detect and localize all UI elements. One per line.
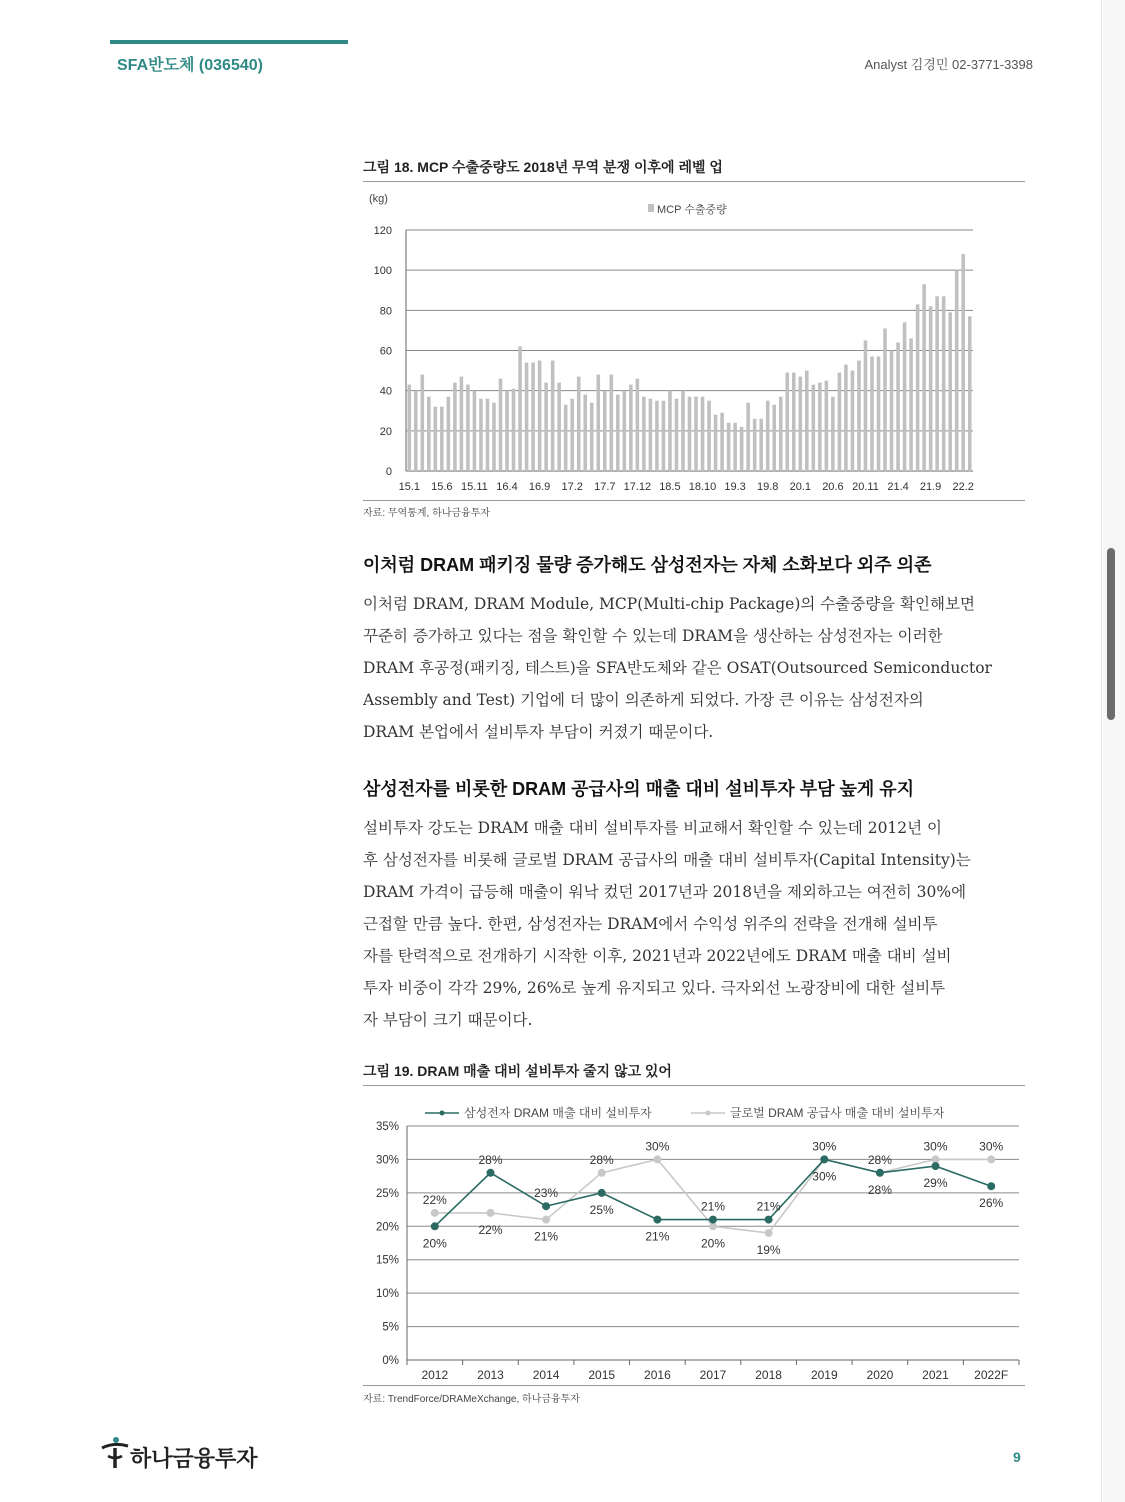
samsung-data-label: 21%: [756, 1199, 781, 1214]
global-point: [987, 1155, 995, 1163]
global-data-label: 19%: [756, 1243, 781, 1257]
bar: [844, 365, 848, 471]
x-tick-label: 17.7: [594, 481, 616, 493]
global-data-label: 20%: [700, 1236, 726, 1251]
y-tick-label: 0%: [382, 1355, 399, 1367]
x-tick-label: 15.11: [461, 481, 488, 493]
x-tick-label: 2017: [699, 1368, 727, 1382]
bar: [636, 379, 640, 471]
x-tick-label: 21.4: [887, 481, 909, 493]
bar: [655, 401, 659, 471]
bar: [916, 304, 920, 471]
samsung-data-label: 21%: [645, 1229, 670, 1244]
samsung-point: [653, 1216, 661, 1224]
global-point: [765, 1229, 773, 1237]
bar: [512, 389, 516, 471]
legend-label: MCP 수출중량: [657, 204, 727, 216]
bar: [668, 391, 672, 471]
y-tick-label: 35%: [375, 1121, 399, 1133]
global-data-label: 28%: [867, 1152, 892, 1167]
y-tick-label: 10%: [375, 1288, 399, 1301]
text-line: 자 부담이 크기 때문이다.: [363, 1011, 533, 1029]
bar: [649, 399, 653, 471]
footer-brand: 하나금융투자: [130, 1446, 258, 1471]
y-tick-label: 5%: [382, 1321, 399, 1334]
x-tick-label: 19.8: [756, 481, 779, 493]
bar: [479, 399, 483, 471]
bar: [610, 375, 614, 471]
bar: [447, 397, 451, 471]
bar: [955, 270, 959, 471]
bar: [727, 423, 731, 471]
bar: [890, 351, 894, 472]
global-data-label: 30%: [979, 1139, 1004, 1154]
text-line: DRAM 본업에서 설비투자 부담이 커졌기 때문이다.: [363, 723, 714, 741]
bar: [440, 407, 444, 471]
samsung-point: [431, 1222, 439, 1230]
samsung-point: [820, 1155, 828, 1163]
figure19-top-rule: [363, 1085, 1025, 1086]
y-tick-label: 20%: [375, 1221, 399, 1234]
bar: [505, 391, 509, 471]
samsung-point: [542, 1202, 550, 1210]
bar: [864, 340, 868, 471]
samsung-point: [709, 1216, 717, 1224]
bar: [948, 312, 952, 471]
legend-marker-samsung: [440, 1111, 445, 1116]
bar: [701, 397, 705, 471]
section2-paragraph: [363, 812, 1018, 1036]
y-tick-label: 60: [379, 345, 392, 358]
samsung-point: [487, 1169, 495, 1177]
global-data-label: 28%: [589, 1152, 614, 1167]
bar: [531, 363, 535, 471]
text-line: 근접할 만큼 높다. 한편, 삼성전자는 DRAM에서 수익성 위주의 전략을 전개해 설비투: [363, 915, 938, 933]
bar: [720, 413, 724, 471]
bar: [688, 397, 692, 471]
text-line: DRAM 가격이 급등해 매출이 워낙 컸던 2017년과 2018년을 제외하고는 여전히 30%에: [363, 883, 967, 901]
bar: [434, 407, 438, 471]
samsung-data-label: 28%: [867, 1182, 892, 1197]
analyst-info: Analyst 김경민 02-3771-3398: [864, 57, 1033, 72]
x-tick-label: 16.9: [528, 481, 551, 493]
bar: [707, 401, 711, 471]
bar: [805, 371, 809, 471]
global-data-label: 30%: [923, 1139, 948, 1154]
y-tick-label: 0: [385, 466, 392, 478]
y-axis-unit: (kg): [369, 193, 388, 205]
bar: [544, 383, 548, 471]
bar: [740, 427, 744, 471]
bar: [499, 379, 503, 471]
x-tick-label: 2018: [755, 1368, 782, 1382]
global-data-label: 30%: [645, 1139, 670, 1154]
bar: [812, 385, 816, 471]
bar: [492, 403, 496, 471]
y-tick-label: 20: [379, 425, 392, 438]
bar: [694, 397, 698, 471]
bar: [961, 254, 965, 471]
bar: [407, 385, 411, 471]
y-tick-label: 120: [373, 225, 392, 237]
bar: [603, 391, 607, 471]
header-accent-bar: [110, 40, 348, 44]
bar: [799, 377, 803, 471]
text-line: 이처럼 DRAM, DRAM Module, MCP(Multi-chip Package)의 수출중량을 확인해보면: [363, 595, 975, 613]
x-tick-label: 21.9: [919, 481, 942, 493]
bar: [877, 357, 881, 471]
bar: [583, 395, 587, 471]
text-line: 꾸준히 증가하고 있다는 점을 확인할 수 있는데 DRAM을 생산하는 삼성전자는 이러한: [363, 627, 943, 645]
x-tick-label: 2012: [421, 1368, 449, 1382]
x-tick-label: 17.12: [623, 481, 652, 493]
figure18-source: 자료: 무역통계, 하나금융투자: [363, 508, 491, 519]
bar: [851, 371, 855, 471]
figure18-top-rule: [363, 181, 1025, 182]
bar: [681, 391, 685, 471]
x-tick-label: 2015: [588, 1368, 616, 1382]
global-point: [598, 1169, 606, 1177]
bar: [935, 296, 939, 471]
bar: [525, 363, 529, 471]
bar: [577, 377, 581, 471]
bar: [792, 373, 796, 471]
bar: [831, 397, 835, 471]
bar: [903, 322, 907, 471]
bar: [714, 415, 718, 471]
samsung-data-label: 28%: [478, 1152, 503, 1167]
legend-marker-global: [706, 1111, 711, 1116]
global-data-label: 21%: [534, 1229, 559, 1244]
global-data-label: 22%: [422, 1192, 447, 1207]
bar: [857, 361, 861, 471]
samsung-point: [932, 1162, 940, 1170]
text-line: 설비투자 강도는 DRAM 매출 대비 설비투자를 비교해서 확인할 수 있는데 2012년 이: [363, 819, 943, 837]
section2-heading: 삼성전자를 비롯한 DRAM 공급사의 매출 대비 설비투자 부담 높게 유지: [363, 779, 915, 799]
samsung-point: [987, 1182, 995, 1190]
y-tick-label: 15%: [375, 1254, 399, 1267]
bar: [838, 373, 842, 471]
bar: [785, 373, 789, 471]
bar: [421, 375, 425, 471]
x-tick-label: 18.10: [688, 481, 717, 493]
bar: [766, 401, 770, 471]
legend-label-global: 글로벌 DRAM 공급사 매출 대비 설비투자: [730, 1106, 945, 1120]
x-tick-label: 22.2: [952, 481, 974, 493]
bar: [818, 383, 822, 471]
x-tick-label: 17.2: [561, 481, 583, 493]
x-tick-label: 20.11: [852, 481, 879, 493]
bar: [825, 381, 829, 471]
x-tick-label: 15.1: [398, 481, 421, 493]
bar: [675, 399, 679, 471]
y-tick-label: 25%: [375, 1187, 399, 1200]
samsung-point: [876, 1169, 884, 1177]
y-tick-label: 40: [379, 385, 392, 398]
bar: [564, 405, 568, 471]
global-data-label: 30%: [812, 1139, 837, 1154]
x-tick-label: 18.5: [659, 481, 681, 493]
text-line: 자를 탄력적으로 전개하기 시작한 이후, 2021년과 2022년에도 DRAM 매출 대비 설비: [363, 947, 952, 965]
x-tick-label: 2014: [532, 1368, 560, 1382]
bar: [551, 361, 555, 471]
y-tick-label: 80: [379, 305, 392, 318]
bar: [590, 403, 594, 471]
x-tick-label: 20.6: [822, 481, 844, 493]
bar: [518, 346, 522, 471]
section1-heading: 이처럼 DRAM 패키징 물량 증가해도 삼성전자는 자체 소화보다 외주 의존: [363, 555, 932, 575]
y-tick-label: 30%: [375, 1154, 399, 1167]
bar: [942, 296, 946, 471]
bar: [909, 338, 913, 471]
bar: [870, 357, 874, 471]
samsung-data-label: 29%: [923, 1176, 948, 1191]
figure18-bottom-rule: [363, 500, 1025, 501]
bar: [922, 284, 926, 471]
bar: [779, 397, 783, 471]
section1-paragraph: [363, 588, 1018, 748]
bar: [733, 423, 737, 471]
global-data-label: 22%: [478, 1222, 503, 1237]
bar: [486, 399, 490, 471]
x-tick-label: 15.6: [431, 481, 453, 493]
global-point: [653, 1155, 661, 1163]
bar: [616, 395, 620, 471]
x-tick-label: 2019: [810, 1368, 838, 1382]
figure19-title: 그림 19. DRAM 매출 대비 설비투자 줄지 않고 있어: [363, 1063, 672, 1079]
bar: [759, 419, 763, 471]
samsung-point: [765, 1216, 773, 1224]
samsung-data-label: 21%: [700, 1199, 726, 1214]
global-point: [542, 1216, 550, 1224]
legend-swatch: [648, 204, 654, 212]
bar: [414, 391, 418, 471]
bar: [896, 342, 900, 471]
bar: [453, 383, 457, 471]
mcp-export-bar-chart: [363, 184, 1025, 500]
bar: [662, 401, 666, 471]
figure19-source: 자료: TrendForce/DRAMeXchange, 하나금융투자: [363, 1394, 580, 1405]
x-tick-label: 2020: [866, 1368, 894, 1382]
bar: [642, 397, 646, 471]
bar: [753, 419, 757, 471]
bar: [772, 405, 776, 471]
capital-intensity-line-chart: [363, 1088, 1025, 1385]
bar: [596, 375, 600, 471]
scrollbar-track[interactable]: [1103, 0, 1125, 1502]
company-title: SFA반도체 (036540): [117, 57, 263, 74]
bar: [427, 397, 431, 471]
bar: [538, 361, 542, 471]
samsung-data-label: 30%: [812, 1169, 837, 1184]
global-point: [487, 1209, 495, 1217]
hana-logo-icon: [98, 1436, 132, 1476]
text-line: Assembly and Test) 기업에 더 많이 의존하게 되었다. 가장 큰 이유는 삼성전자의: [363, 691, 924, 709]
bar: [623, 391, 627, 471]
x-tick-label: 19.3: [724, 481, 746, 493]
text-line: 후 삼성전자를 비롯해 글로벌 DRAM 공급사의 매출 대비 설비투자(Capital Intensity)는: [363, 851, 971, 869]
bar: [570, 399, 574, 471]
samsung-data-label: 26%: [979, 1196, 1004, 1211]
bar: [883, 328, 887, 471]
x-tick-label: 16.4: [496, 481, 518, 493]
global-point: [431, 1209, 439, 1217]
text-line: 투자 비중이 각각 29%, 26%로 높게 유지되고 있다. 극자외선 노광장비에 대한 설비투: [363, 979, 946, 997]
bar: [629, 385, 633, 471]
bar: [557, 383, 561, 471]
samsung-data-label: 20%: [422, 1236, 447, 1251]
x-tick-label: 2013: [477, 1368, 504, 1382]
bar: [746, 403, 750, 471]
samsung-data-label: 23%: [534, 1186, 559, 1201]
bar: [929, 306, 933, 471]
x-tick-label: 2022F: [974, 1368, 1009, 1382]
text-line: DRAM 후공정(패키징, 테스트)을 SFA반도체와 같은 OSAT(Outsourced Semiconductor: [363, 659, 992, 677]
bar: [460, 377, 464, 471]
samsung-data-label: 25%: [589, 1202, 614, 1217]
bar: [473, 391, 477, 471]
scrollbar-thumb[interactable]: [1107, 548, 1115, 720]
page-number: 9: [1013, 1449, 1021, 1465]
figure19-bottom-rule: [363, 1385, 1025, 1386]
legend-label-samsung: 삼성전자 DRAM 매출 대비 설비투자: [464, 1106, 652, 1120]
y-tick-label: 100: [373, 265, 392, 278]
samsung-point: [598, 1189, 606, 1197]
bar: [968, 316, 972, 471]
x-tick-label: 20.1: [789, 481, 812, 493]
x-tick-label: 2021: [922, 1368, 949, 1382]
bar: [466, 385, 470, 471]
figure18-title: 그림 18. MCP 수출중량도 2018년 무역 분쟁 이후에 레벨 업: [363, 159, 723, 175]
x-tick-label: 2016: [644, 1368, 671, 1382]
